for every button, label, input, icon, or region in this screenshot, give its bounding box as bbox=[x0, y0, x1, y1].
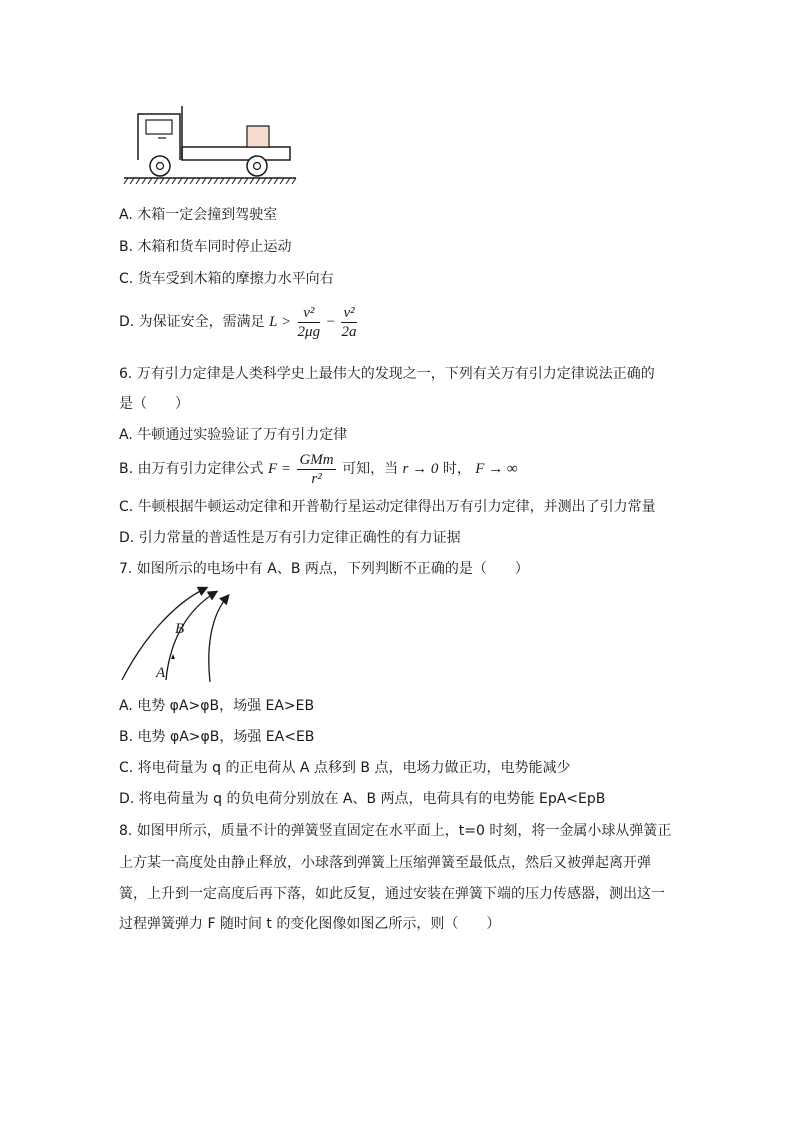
q8-line1: 8. 如图甲所示，质量不计的弹簧竖直固定在水平面上，t=0 时刻，将一金属小球从弹簧正 bbox=[119, 823, 672, 839]
fraction-1: $\frac{\text{v²}}{2\mu g}$ bbox=[297, 304, 321, 340]
point-a-label: A bbox=[156, 665, 166, 681]
q5-option-d-prefix: D. 为保证安全，需满足 bbox=[119, 314, 265, 330]
fraction-2: $\frac{\text{v²}}{2a}$ bbox=[341, 304, 357, 340]
point-b-label: B bbox=[175, 621, 185, 637]
q7-option-a: A. 电势 φA>φB，场强 EA>EB bbox=[119, 698, 315, 714]
q5-option-d: D. 为保证安全，需满足 L > $\frac{\text{v²}}{2\mu g}$ − $\frac{\text{v²}}{2a}$ bbox=[119, 304, 357, 340]
q8-line4: 过程弹簧弹力 F 随时间 t 的变化图像如图乙所示，则（ ） bbox=[119, 916, 501, 932]
truck-figure bbox=[120, 104, 300, 190]
q6-stem-line2: 是（ ） bbox=[119, 396, 189, 412]
q6-option-d: D. 引力常量的普适性是万有引力定律正确性的有力证据 bbox=[119, 530, 461, 546]
q7-stem: 7. 如图所示的电场中有 A、B 两点，下列判断不正确的是（ ） bbox=[119, 561, 529, 577]
q7-option-d: D. 将电荷量为 q 的负电荷分别放在 A、B 两点，电荷具有的电势能 EpA<EpB bbox=[119, 791, 606, 807]
q8-line2: 上方某一高度处由静止释放，小球落到弹簧上压缩弹簧至最低点，然后又被弹起离开弹 bbox=[119, 855, 651, 871]
q5-option-d-lhs: L > bbox=[269, 314, 292, 330]
q6-option-c: C. 牛顿根据牛顿运动定律和开普勒行星运动定律得出万有引力定律，并测出了引力常量 bbox=[119, 499, 656, 515]
q7-option-b: B. 电势 φA>φB，场强 EA<EB bbox=[119, 729, 315, 745]
q6-option-b: B. 由万有引力定律公式 F = $\frac{\text{GMm}}{\text{r²}}$ 可知，当 r → 0 时， F → ∞ bbox=[119, 451, 518, 487]
gravity-fraction: $\frac{\text{GMm}}{\text{r²}}$ bbox=[299, 451, 334, 487]
wooden-box bbox=[247, 126, 269, 147]
q6-option-a: A. 牛顿通过实验验证了万有引力定律 bbox=[119, 427, 348, 443]
q5-option-c: C. 货车受到木箱的摩擦力水平向右 bbox=[119, 271, 334, 287]
q5-option-a: A. 木箱一定会撞到驾驶室 bbox=[119, 207, 278, 223]
q5-option-b: B. 木箱和货车同时停止运动 bbox=[119, 239, 292, 255]
q6-option-b-prefix: B. 由万有引力定律公式 bbox=[119, 461, 264, 477]
q6-stem-line1: 6. 万有引力定律是人类科学史上最伟大的发现之一，下列有关万有引力定律说法正确的 bbox=[119, 366, 655, 382]
q7-option-c: C. 将电荷量为 q 的正电荷从 A 点移到 B 点，电场力做正功，电势能减少 bbox=[119, 760, 571, 776]
electric-field-figure bbox=[118, 584, 238, 684]
q8-line3: 簧，上升到一定高度后再下落，如此反复，通过安装在弹簧下端的压力传感器，测出这一 bbox=[119, 886, 665, 902]
